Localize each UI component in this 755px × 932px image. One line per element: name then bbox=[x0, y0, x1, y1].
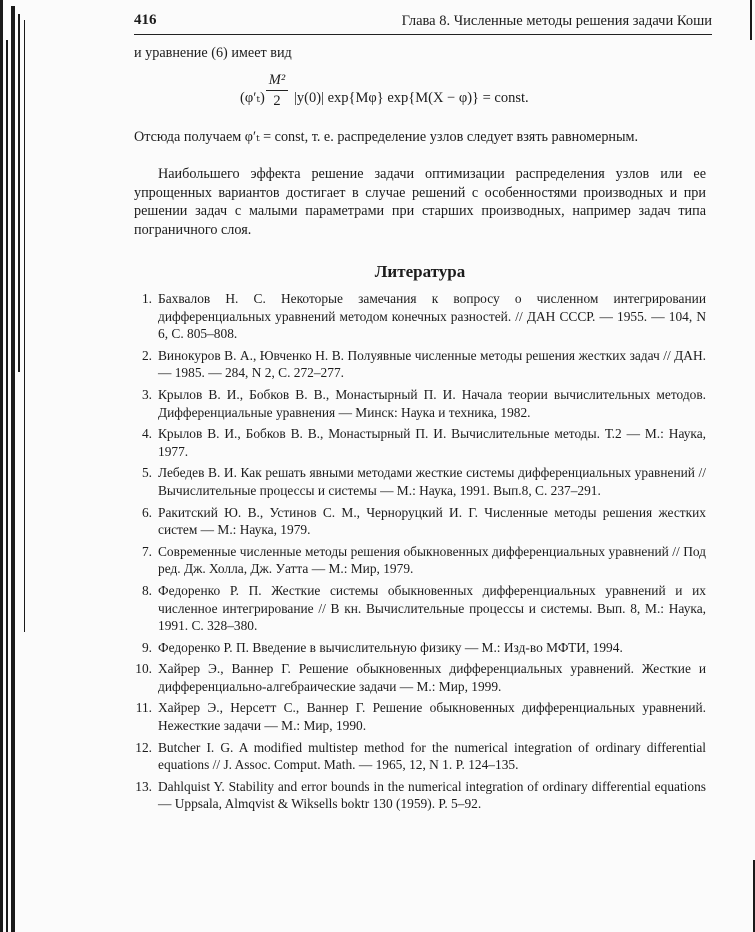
reference-item bbox=[134, 582, 706, 635]
reference-number: 5. bbox=[141, 465, 152, 481]
reference-text: Федоренко Р. П. Жесткие системы обыкновенных дифференциальных уравнений и их численное интегрирование // В кн. Вычислительные процессы и системы. Вып. 8, М.: Наука, 1991. С. 328–380. bbox=[158, 582, 706, 634]
fraction-denominator: 2 bbox=[273, 93, 281, 109]
reference-item bbox=[134, 699, 706, 734]
reference-number: 9. bbox=[141, 639, 152, 655]
running-header bbox=[134, 12, 712, 36]
reference-text: Винокуров В. А., Ювченко Н. В. Полуявные численные методы решения жестких задач // ДАН. — 1985. — 284, N 2, С. 272–277. bbox=[158, 347, 706, 381]
reference-number: 11. bbox=[135, 700, 152, 716]
reference-item bbox=[134, 660, 706, 695]
fraction-numerator: M² bbox=[268, 72, 286, 88]
section-title: Литература bbox=[374, 262, 466, 281]
reference-text: Бахвалов Н. С. Некоторые замечания к вопросу о численном интегрировании дифференциальных уравнений методом конечных разностей. // ДАН СССР. — 1955. — 104, N 6, С. 805–808. bbox=[158, 291, 706, 342]
formula-fraction bbox=[266, 72, 288, 109]
reference-item bbox=[134, 778, 706, 813]
reference-number: 4. bbox=[141, 426, 152, 442]
reference-number: 2. bbox=[141, 347, 152, 363]
reference-number: 1. bbox=[141, 291, 152, 306]
reference-number: 3. bbox=[141, 386, 152, 402]
page-number: 416 bbox=[134, 12, 157, 28]
paragraph-conclusion: Отсюда получаем φ′ₜ = const, т. е. распределение узлов следует взять равномерным. bbox=[134, 129, 639, 145]
formula-lhs: (φ′ₜ) bbox=[240, 90, 265, 106]
reference-item bbox=[134, 425, 706, 460]
formula-rhs: |y(0)| exp{Mφ} exp{M(X − φ)} = const. bbox=[294, 90, 529, 106]
reference-text: Butcher I. G. A modified multistep method for the numerical integration of ordinary differential equations // J. Assoc. Comput. Math. — 1965, 12, N 1. P. 124–135. bbox=[158, 739, 706, 773]
header-rule bbox=[134, 34, 712, 35]
reference-item bbox=[134, 347, 706, 382]
scan-edge-left bbox=[0, 0, 30, 932]
reference-number: 10. bbox=[135, 661, 152, 677]
paragraph-optimization: Наибольшего эффекта решение задачи оптимизации распределения узлов или ее упрощенных вариантов достигает в случае решений с особенностями производных и при решении задач с малыми параметрами при старших производных, например задач типа пограничного слоя. bbox=[134, 166, 706, 238]
reference-text: Современные численные методы решения обыкновенных дифференциальных уравнений // Под ред. Дж. Холла, Дж. Уатта — М.: Мир, 1979. bbox=[158, 543, 706, 577]
reference-list bbox=[134, 290, 706, 817]
reference-item bbox=[134, 290, 706, 343]
reference-text: Dahlquist Y. Stability and error bounds in the numerical integration of ordinary differential equations — Uppsala, Almqvist & Wiksells boktr 130 (1959). P. 5–92. bbox=[158, 778, 706, 812]
display-formula bbox=[240, 68, 640, 118]
reference-text: Крылов В. И., Бобков В. В., Монастырный П. И. Вычислительные методы. Т.2 — М.: Наука, 1977. bbox=[158, 426, 706, 459]
fraction-bar bbox=[266, 90, 288, 91]
reference-item bbox=[134, 464, 706, 499]
reference-number: 7. bbox=[141, 543, 152, 559]
reference-text: Хайрер Э., Нерсетт С., Ваннер Г. Решение обыкновенных дифференциальных уравнений. Нежесткие задачи — М.: Мир, 1990. bbox=[158, 700, 706, 734]
reference-text: Крылов В. И., Бобков В. В., Монастырный П. И. Начала теории вычислительных методов. Дифференциальные уравнения — Минск: Наука и техника, 1982. bbox=[158, 386, 706, 420]
reference-item bbox=[134, 639, 706, 657]
intro-line: и уравнение (6) имеет вид bbox=[134, 45, 292, 61]
reference-number: 6. bbox=[141, 504, 152, 520]
reference-item bbox=[134, 386, 706, 421]
reference-number: 13. bbox=[135, 778, 152, 794]
reference-text: Федоренко Р. П. Введение в вычислительную физику — М.: Изд-во МФТИ, 1994. bbox=[158, 639, 623, 655]
scan-edge-right bbox=[743, 0, 755, 932]
reference-text: Ракитский Ю. В., Устинов С. М., Черноруцкий И. Г. Численные методы решения жестких систем — М.: Наука, 1979. bbox=[158, 504, 706, 538]
reference-text: Лебедев В. И. Как решать явными методами жесткие системы дифференциальных уравнений // Вычислительные процессы и системы — М.: Наука, 1991. Вып.8, С. 237–291. bbox=[158, 465, 706, 498]
reference-text: Хайрер Э., Ваннер Г. Решение обыкновенных дифференциальных уравнений. Жесткие и дифференциально-алгебраические задачи — М.: Мир, 1999. bbox=[158, 661, 706, 694]
reference-item bbox=[134, 739, 706, 774]
reference-number: 8. bbox=[141, 582, 152, 598]
reference-item bbox=[134, 504, 706, 539]
reference-item bbox=[134, 543, 706, 578]
reference-number: 12. bbox=[135, 739, 152, 755]
running-title: Глава 8. Численные методы решения задачи Коши bbox=[401, 13, 712, 29]
